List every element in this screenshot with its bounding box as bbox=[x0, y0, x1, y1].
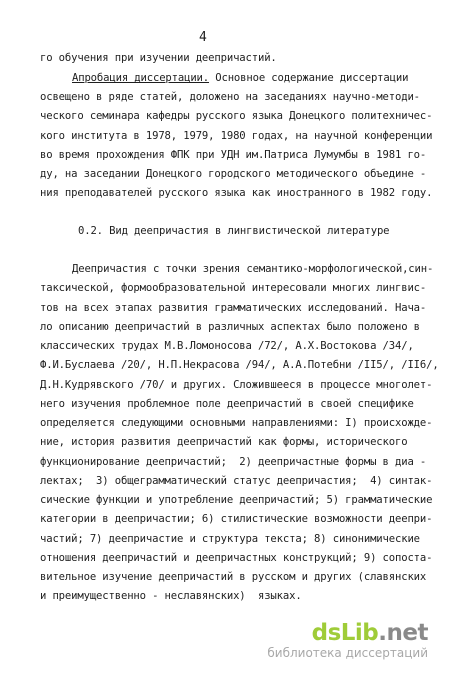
text-line: классических трудах М.В.Ломоносова /72/, А.Х.Востокова /34/, bbox=[40, 340, 414, 352]
logo-main: dsLib bbox=[311, 620, 379, 646]
text-line: ду, на заседании Донецкого городского методического объедине - bbox=[40, 168, 427, 180]
logo-suffix: .net bbox=[378, 620, 428, 646]
text-line: го обучения при изучении деепричастий. bbox=[40, 52, 277, 64]
text-line: вительное изучение деепричастий в русском и других (славянских bbox=[40, 571, 427, 583]
text-line: частий; 7) деепричастие и структура текста; 8) синонимические bbox=[40, 533, 420, 545]
text-line: сические функции и употребление деепричастий; 5) грамматические bbox=[40, 494, 433, 506]
text-line: во время прохождения ФПК при УДН им.Патриса Лумумбы в 1981 го- bbox=[40, 149, 427, 161]
section-heading-approbation: Апробация диссертации. bbox=[72, 72, 210, 84]
text-line: освещено в ряде статей, доложено на заседаниях научно-методи- bbox=[40, 91, 420, 103]
watermark-logo-text bbox=[267, 621, 428, 645]
text-line: отношения деепричастий и деепричастных конструкций; 9) сопоста- bbox=[40, 552, 433, 564]
text-line: Ф.И.Буслаева /20/, Н.П.Некрасова /94/, А.А.Потебни /II5/, /II6/, bbox=[40, 359, 439, 371]
text-line: тов на всех этапах развития грамматических исследований. Нача- bbox=[40, 302, 427, 314]
text-line: и преимущественно - неславянских) языках. bbox=[40, 590, 302, 602]
text-line-run bbox=[72, 72, 408, 85]
text-line: ло описанию деепричастий в различных аспектах было положено в bbox=[40, 321, 420, 333]
text-line: ния преподавателей русского языка как иностранного в 1982 году. bbox=[40, 187, 433, 199]
section-heading: 0.2. Вид деепричастия в лингвистической литературе bbox=[78, 225, 390, 237]
page-number: 4 bbox=[199, 30, 207, 45]
text-line: ние, история развития деепричастий как формы, исторического bbox=[40, 436, 408, 448]
text-line: ческого семинара кафедры русского языка Донецкого политехничес- bbox=[40, 110, 433, 122]
text-line: Деепричастия с точки зрения семантико-морфологической,син- bbox=[72, 263, 434, 275]
watermark-tagline: библиотека диссертаций bbox=[267, 646, 428, 660]
text-line: него изучения проблемное поле деепричастий в своей специфике bbox=[40, 398, 414, 410]
text-line: лектах; 3) общеграмматический статус деепричастия; 4) синтак- bbox=[40, 475, 433, 487]
watermark-logo[interactable] bbox=[267, 621, 428, 660]
text-line: таксической, формообразовательной интересовали многих лингвис- bbox=[40, 282, 427, 294]
text-line: Д.Н.Кудрявского /70/ и других. Сложившееся в процессе многолет- bbox=[40, 379, 433, 391]
text-line: категории в деепричастии; 6) стилистические возможности деепри- bbox=[40, 513, 433, 525]
text-line: определяется следующими основными направлениями: I) происхожде- bbox=[40, 417, 433, 429]
text-span: Основное содержание диссертации bbox=[209, 72, 409, 84]
text-line: кого института в 1978, 1979, 1980 годах, на научной конференции bbox=[40, 130, 433, 142]
text-line: функционирование деепричастий; 2) деепричастные формы в диа - bbox=[40, 456, 427, 468]
